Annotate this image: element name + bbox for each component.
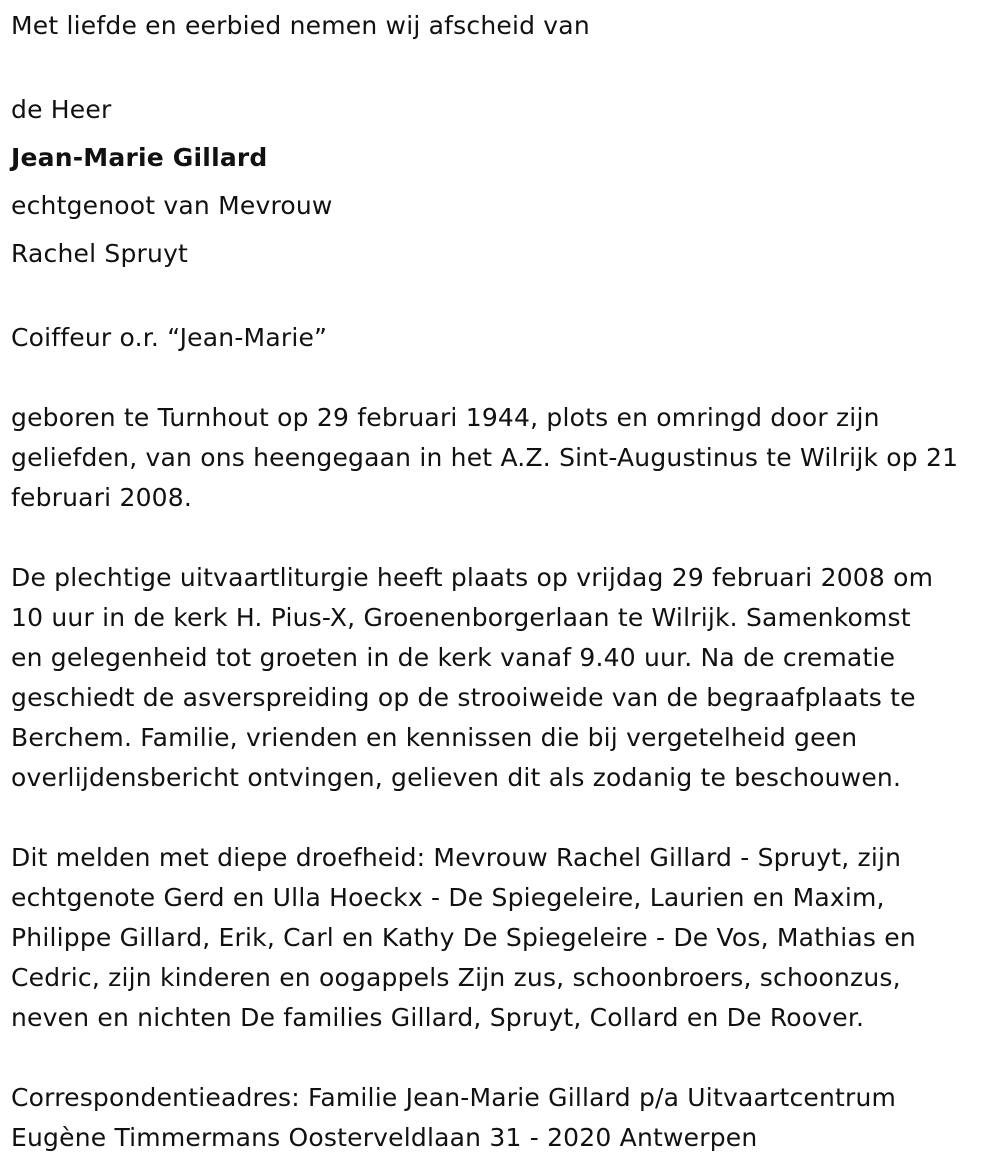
spacer xyxy=(11,46,996,86)
paragraph-line: geliefden, van ons heengegaan in het A.Z. Sint-Augustinus te Wilrijk op 21 xyxy=(11,443,959,472)
paragraph-line: De plechtige uitvaartliturgie heeft plaats op vrijdag 29 februari 2008 om xyxy=(11,563,934,592)
correspondence-paragraph xyxy=(11,1078,996,1158)
salutation: de Heer xyxy=(11,95,112,124)
obituary-document xyxy=(11,6,996,1158)
paragraph-line: geboren te Turnhout op 29 februari 1944, plots en omringd door zijn xyxy=(11,403,880,432)
paragraph-line: overlijdensbericht ontvingen, gelieven dit als zodanig te beschouwen. xyxy=(11,763,902,792)
paragraph-line: Correspondentieadres: Familie Jean-Marie Gillard p/a Uitvaartcentrum xyxy=(11,1083,897,1112)
family-paragraph xyxy=(11,838,996,1038)
paragraph-line: Berchem. Familie, vrienden en kennissen die bij vergetelheid geen xyxy=(11,723,858,752)
paragraph-line: geschiedt de asverspreiding op de strooiweide van de begraafplaats te xyxy=(11,683,916,712)
spacer xyxy=(11,278,996,318)
paragraph-line: echtgenote Gerd en Ulla Hoeckx - De Spiegeleire, Laurien en Maxim, xyxy=(11,883,885,912)
paragraph-line: Cedric, zijn kinderen en oogappels Zijn zus, schoonbroers, schoonzus, xyxy=(11,963,901,992)
spacer xyxy=(11,358,996,398)
paragraph-line: Eugène Timmermans Oosterveldlaan 31 - 2020 Antwerpen xyxy=(11,1123,758,1152)
spouse-name: Rachel Spruyt xyxy=(11,239,189,268)
paragraph-line: neven en nichten De families Gillard, Spruyt, Collard en De Roover. xyxy=(11,1003,865,1032)
deceased-block xyxy=(11,86,996,278)
birth-death-paragraph xyxy=(11,398,996,518)
intro-line: Met liefde en eerbied nemen wij afscheid van xyxy=(11,11,590,40)
spacer xyxy=(11,1038,996,1078)
paragraph-line: Philippe Gillard, Erik, Carl en Kathy De Spiegeleire - De Vos, Mathias en xyxy=(11,923,916,952)
occupation: Coiffeur o.r. “Jean-Marie” xyxy=(11,323,328,352)
paragraph-line: en gelegenheid tot groeten in de kerk vanaf 9.40 uur. Na de crematie xyxy=(11,643,896,672)
spacer xyxy=(11,798,996,838)
spacer xyxy=(11,518,996,558)
deceased-name: Jean-Marie Gillard xyxy=(11,143,268,172)
paragraph-line: februari 2008. xyxy=(11,483,193,512)
paragraph-line: Dit melden met diepe droefheid: Mevrouw Rachel Gillard - Spruyt, zijn xyxy=(11,843,902,872)
ceremony-paragraph xyxy=(11,558,996,798)
spouse-label: echtgenoot van Mevrouw xyxy=(11,191,333,220)
paragraph-line: 10 uur in de kerk H. Pius-X, Groenenborgerlaan te Wilrijk. Samenkomst xyxy=(11,603,911,632)
